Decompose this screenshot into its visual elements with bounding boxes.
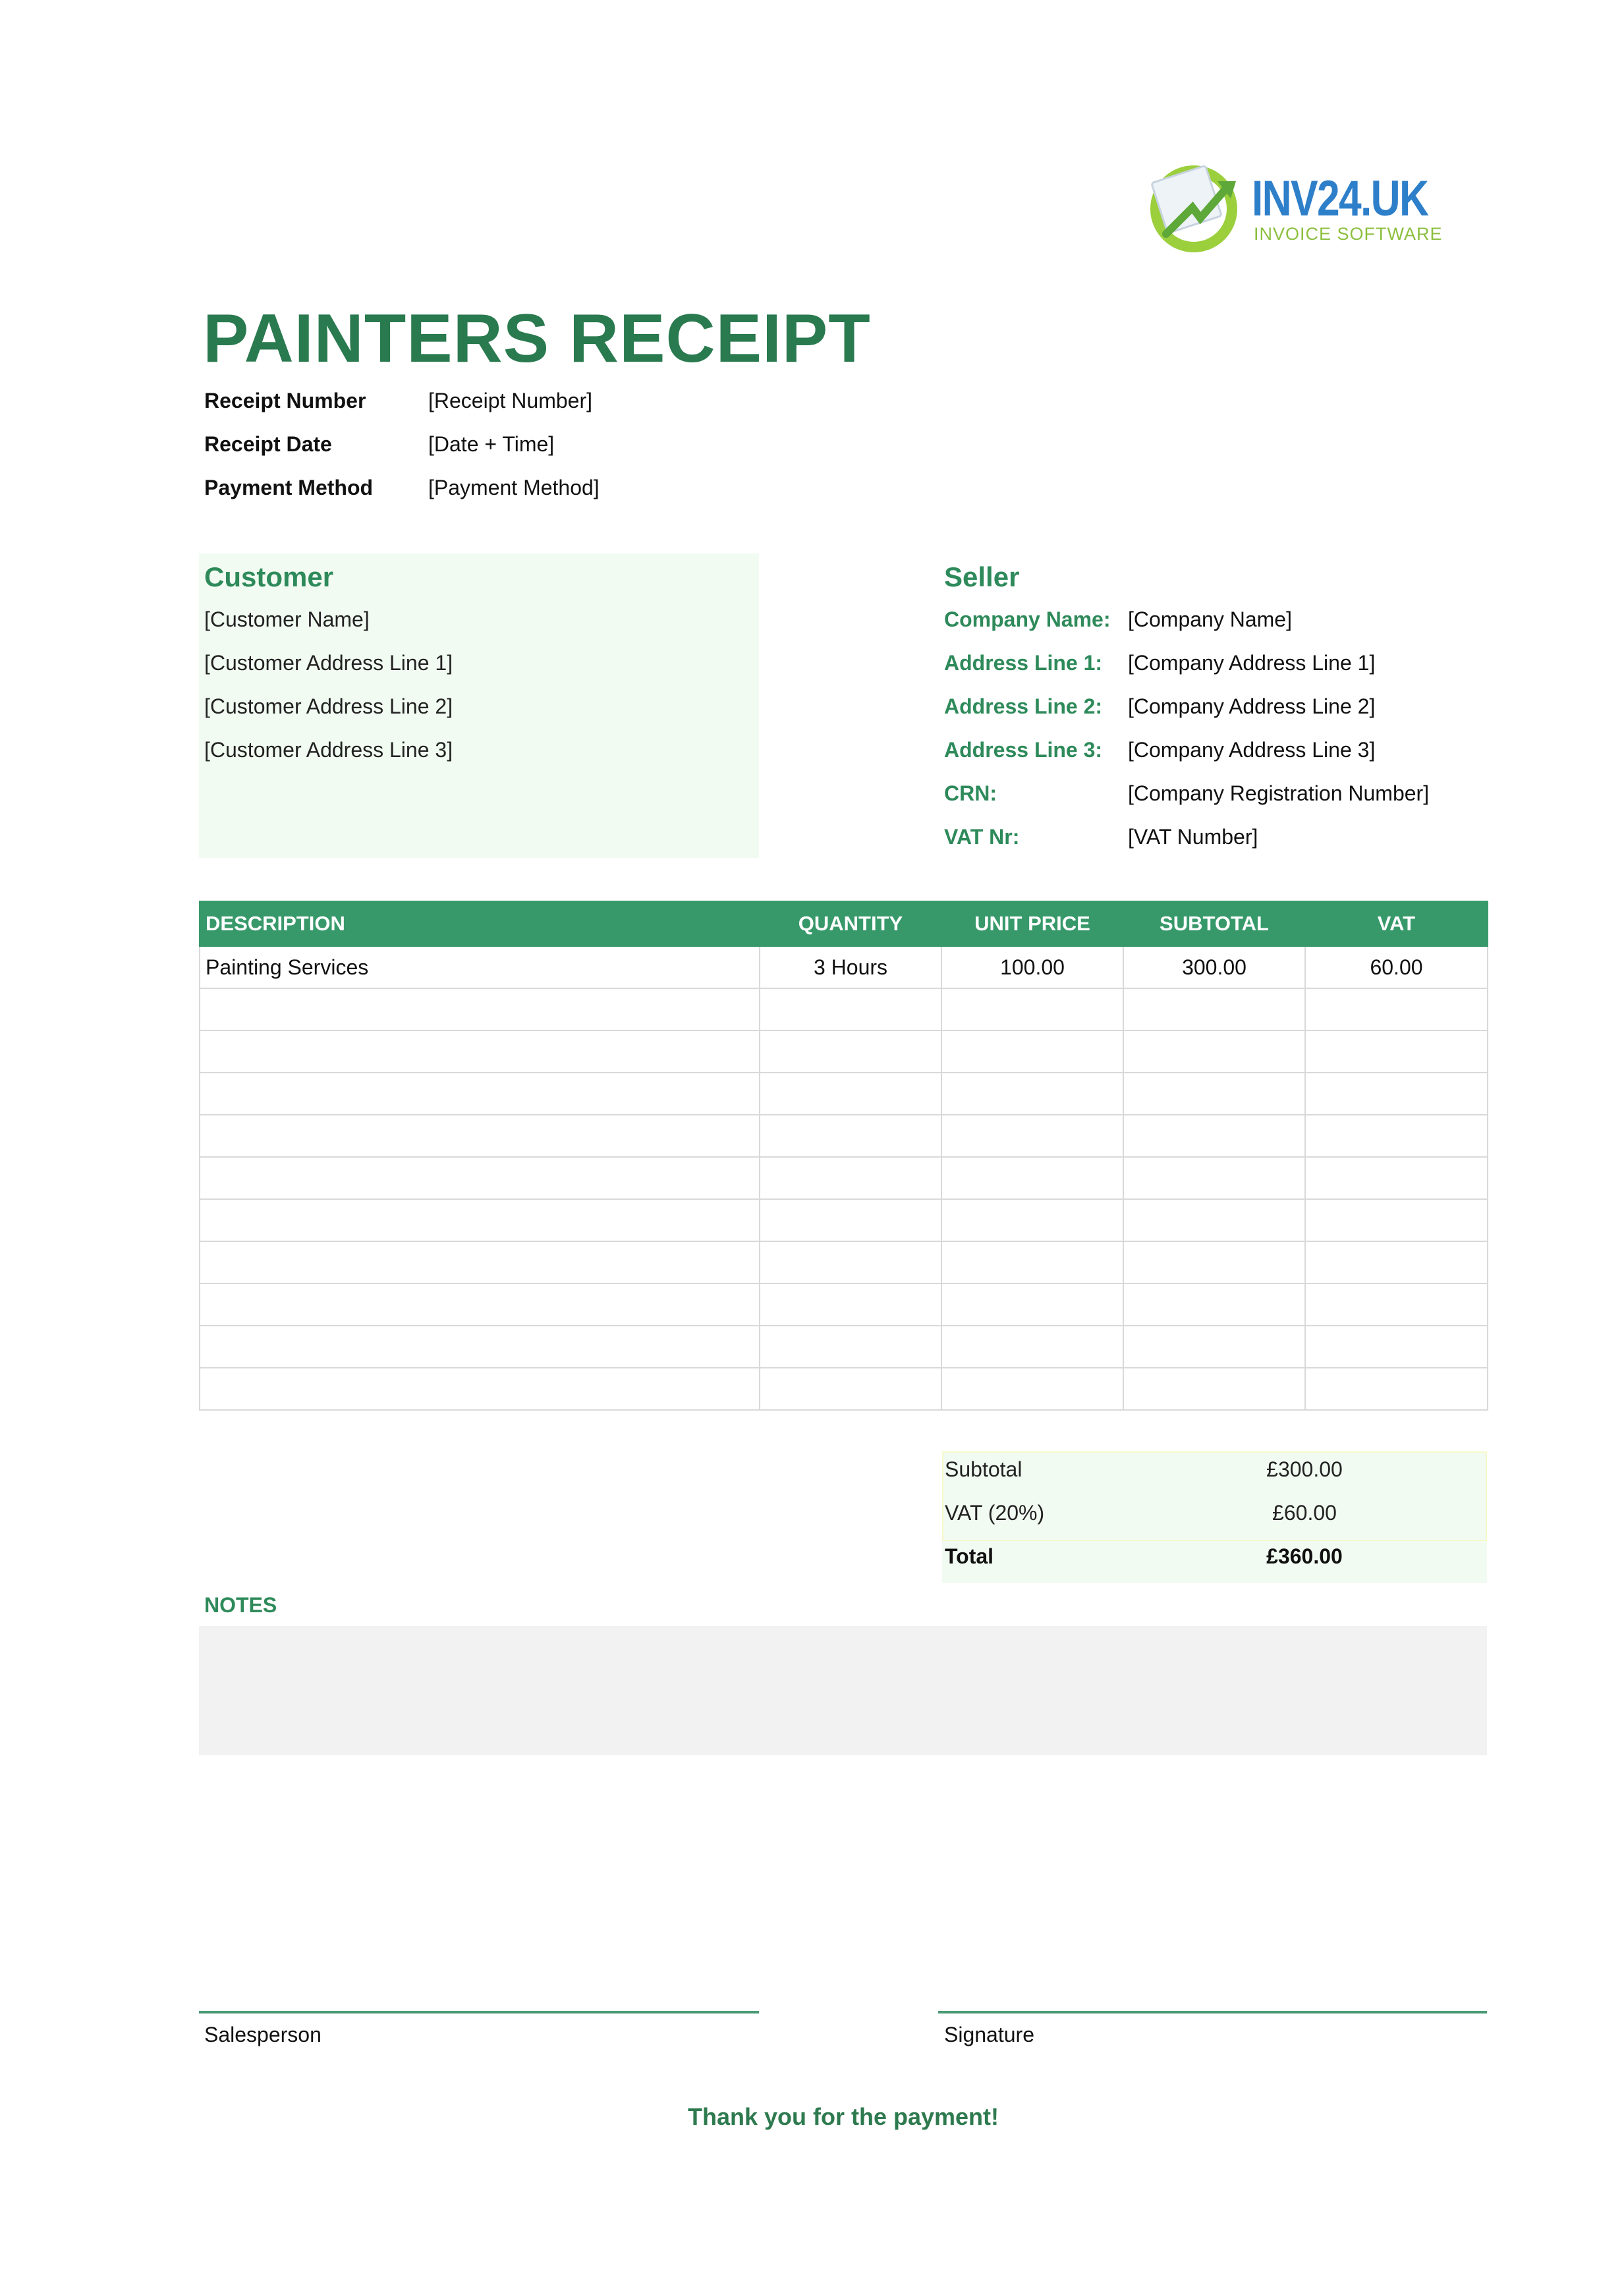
payment-method-label: Payment Method	[204, 476, 374, 499]
cell-description	[200, 1115, 760, 1157]
page-title: PAINTERS RECEIPT	[203, 300, 871, 377]
cell-quantity	[760, 1283, 941, 1326]
table-row	[200, 1199, 1488, 1241]
cell-description	[200, 988, 760, 1030]
cell-quantity: 3 Hours	[760, 946, 941, 988]
cell-description	[200, 1199, 760, 1241]
cell-quantity	[760, 1115, 941, 1157]
receipt-number-value: [Receipt Number]	[428, 389, 592, 412]
column-header-unit-price: UNIT PRICE	[941, 901, 1123, 946]
cell-vat	[1305, 988, 1488, 1030]
cell-subtotal	[1123, 1030, 1305, 1073]
cell-quantity	[760, 1199, 941, 1241]
seller-address-2-value: [Company Address Line 2]	[1128, 694, 1376, 718]
items-table	[199, 901, 1488, 1411]
cell-description	[200, 1241, 760, 1283]
customer-address-line-3: [Customer Address Line 3]	[204, 738, 453, 762]
thank-you-message: Thank you for the payment!	[687, 2103, 999, 2130]
cell-quantity	[760, 1326, 941, 1368]
cell-quantity	[760, 1368, 941, 1410]
payment-method-value: [Payment Method]	[428, 476, 600, 499]
seller-address-2-label: Address Line 2:	[944, 694, 1103, 718]
grand-total-value: £360.00	[1266, 1544, 1343, 1568]
cell-unit-price	[941, 1241, 1123, 1283]
cell-vat	[1305, 1030, 1488, 1073]
seller-address-3-label: Address Line 3:	[944, 738, 1103, 762]
table-row	[200, 1030, 1488, 1073]
seller-address-3-value: [Company Address Line 3]	[1128, 738, 1376, 762]
table-row	[200, 1368, 1488, 1410]
totals-highlight-border	[942, 1451, 1487, 1541]
cell-unit-price	[941, 1115, 1123, 1157]
table-row	[200, 1157, 1488, 1199]
cell-unit-price	[941, 1073, 1123, 1115]
cell-unit-price	[941, 1326, 1123, 1368]
column-header-quantity: QUANTITY	[760, 901, 941, 946]
logo-text: INV24.UK	[1252, 171, 1428, 227]
cell-unit-price	[941, 1157, 1123, 1199]
cell-vat	[1305, 1115, 1488, 1157]
cell-subtotal	[1123, 1199, 1305, 1241]
cell-subtotal	[1123, 1241, 1305, 1283]
cell-vat: 60.00	[1305, 946, 1488, 988]
seller-crn-label: CRN:	[944, 781, 997, 805]
cell-vat	[1305, 1073, 1488, 1115]
invoice-arrow-logo-icon	[1140, 155, 1252, 260]
logo-subtitle: INVOICE SOFTWARE	[1254, 224, 1443, 244]
cell-description	[200, 1326, 760, 1368]
cell-description	[200, 1368, 760, 1410]
salesperson-label: Salesperson	[204, 2023, 322, 2046]
cell-description	[200, 1157, 760, 1199]
subtotal-value: £300.00	[1266, 1457, 1343, 1481]
seller-company-name-label: Company Name:	[944, 607, 1111, 631]
cell-description	[200, 1030, 760, 1073]
grand-total-label: Total	[945, 1544, 994, 1568]
column-header-description: DESCRIPTION	[200, 901, 760, 946]
cell-vat	[1305, 1157, 1488, 1199]
table-row	[200, 988, 1488, 1030]
customer-name: [Customer Name]	[204, 607, 370, 631]
cell-subtotal: 300.00	[1123, 946, 1305, 988]
seller-vat-label: VAT Nr:	[944, 825, 1020, 849]
seller-company-name-value: [Company Name]	[1128, 607, 1292, 631]
cell-vat	[1305, 1241, 1488, 1283]
customer-address-line-2: [Customer Address Line 2]	[204, 694, 453, 718]
cell-subtotal	[1123, 988, 1305, 1030]
column-header-subtotal: SUBTOTAL	[1123, 901, 1305, 946]
seller-vat-value: [VAT Number]	[1128, 825, 1258, 849]
signature-line	[938, 2011, 1487, 2013]
table-row	[200, 946, 1488, 988]
receipt-date-label: Receipt Date	[204, 432, 332, 456]
cell-vat	[1305, 1283, 1488, 1326]
notes-area	[199, 1626, 1487, 1755]
seller-heading: Seller	[944, 561, 1020, 592]
cell-description	[200, 1073, 760, 1115]
cell-subtotal	[1123, 1326, 1305, 1368]
seller-address-1-label: Address Line 1:	[944, 651, 1103, 675]
table-row	[200, 1073, 1488, 1115]
table-header-row	[200, 901, 1488, 946]
cell-unit-price	[941, 988, 1123, 1030]
column-header-vat: VAT	[1305, 901, 1488, 946]
cell-unit-price	[941, 1283, 1123, 1326]
cell-quantity	[760, 1073, 941, 1115]
cell-description: Painting Services	[200, 946, 760, 988]
salesperson-signature-line	[199, 2011, 759, 2013]
table-row	[200, 1326, 1488, 1368]
customer-address-line-1: [Customer Address Line 1]	[204, 651, 453, 675]
cell-description	[200, 1283, 760, 1326]
cell-unit-price	[941, 1368, 1123, 1410]
cell-vat	[1305, 1326, 1488, 1368]
cell-subtotal	[1123, 1073, 1305, 1115]
cell-unit-price	[941, 1030, 1123, 1073]
table-row	[200, 1283, 1488, 1326]
cell-subtotal	[1123, 1368, 1305, 1410]
cell-subtotal	[1123, 1115, 1305, 1157]
subtotal-label: Subtotal	[945, 1457, 1022, 1481]
seller-address-1-value: [Company Address Line 1]	[1128, 651, 1376, 675]
customer-heading: Customer	[204, 561, 334, 592]
cell-quantity	[760, 1241, 941, 1283]
cell-subtotal	[1123, 1283, 1305, 1326]
receipt-date-value: [Date + Time]	[428, 432, 555, 456]
receipt-number-label: Receipt Number	[204, 389, 366, 412]
vat-total-value: £60.00	[1272, 1501, 1337, 1525]
cell-quantity	[760, 988, 941, 1030]
cell-vat	[1305, 1368, 1488, 1410]
cell-vat	[1305, 1199, 1488, 1241]
cell-quantity	[760, 1157, 941, 1199]
vat-total-label: VAT (20%)	[945, 1501, 1045, 1525]
cell-quantity	[760, 1030, 941, 1073]
cell-unit-price: 100.00	[941, 946, 1123, 988]
cell-unit-price	[941, 1199, 1123, 1241]
seller-crn-value: [Company Registration Number]	[1128, 781, 1430, 805]
signature-label: Signature	[944, 2023, 1034, 2046]
table-row	[200, 1241, 1488, 1283]
notes-label: NOTES	[204, 1593, 277, 1617]
table-row	[200, 1115, 1488, 1157]
cell-subtotal	[1123, 1157, 1305, 1199]
